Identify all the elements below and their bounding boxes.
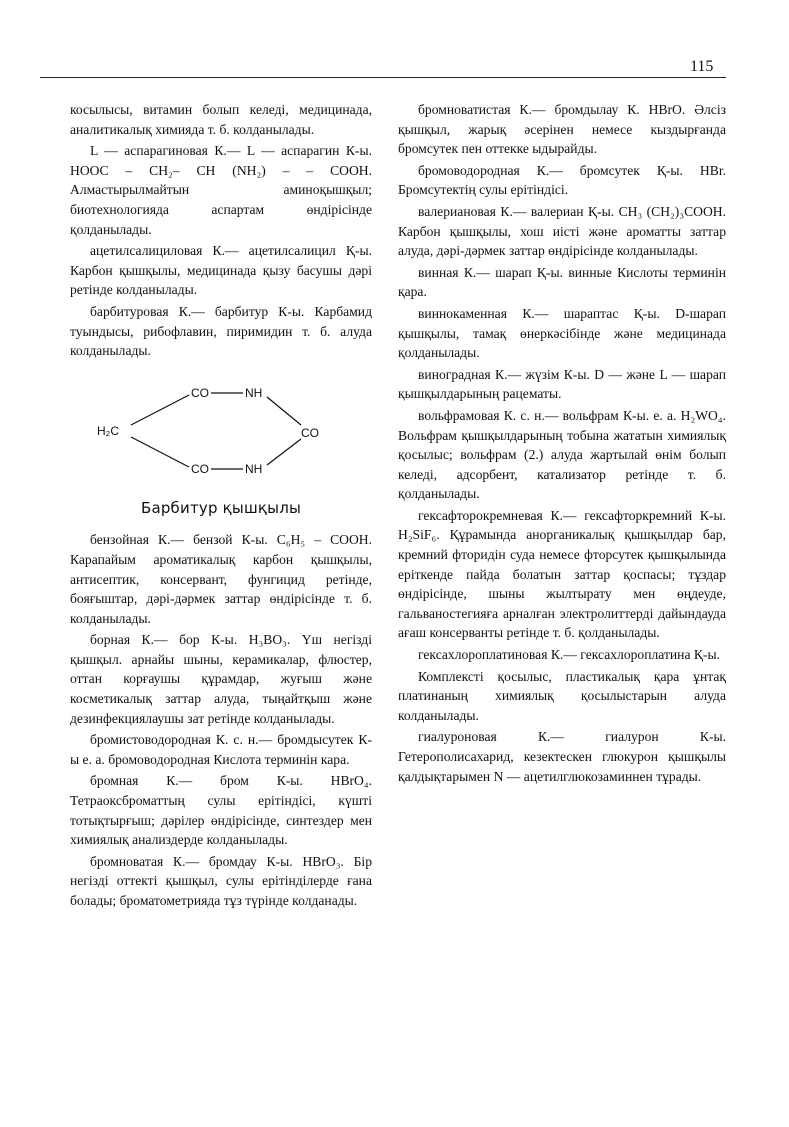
entry-wine-acids: винная К.— шарап Қ-ы. винные Кислоты терминін қара. [398, 264, 726, 300]
bond-nh-co-right-top [267, 397, 301, 425]
bond-h2c-co-bottom [131, 437, 189, 467]
right-column [398, 100, 726, 788]
entry-boric-acid: борная К.— бор К-ы. H₃BO₃. Үш негізді қышқыл. арнайы шыны, керамикалар, флюстер, оттан корғаушы құрамдар, жуғыш және косметикалық заттар алуда, тыңайтқыш және дезинфекциялаушы зат ретінде колданылады. [70, 632, 372, 726]
entry-fluorosilicic-acid: гексафторокремневая К.— гексафторкремний К-ы. H₂SiF₆. Құрамында анорганикалық қышқылдар бар, кремний фторидін суда немесе фторсутек қышқылында еріткенде пайда болатын заттар қоспасы; тұздар өндірісінде, шыны жылтырату мен өңдеуде, гальваностегияға арналған электролиттерді дайындауда ағаш консерванты ретінде т. б. қолданылады. [398, 507, 726, 641]
entry-perbromic-acid: бромная К.— бром К-ы. HBrO₄. Тетраоксброматтың сулы ерітіндісі, күшті тотықтырғыш; дәрілер өндірісінде, синтездер мен химиялық анализдерде колданылады. [70, 773, 372, 848]
page-number: 115 [690, 58, 714, 75]
struct-h2c: H₂C [97, 423, 119, 438]
struct-co-right: CO [301, 425, 319, 440]
entry-chloroplatinic-acid: гексахлороплатиновая К.— гексахлороплатина Қ-ы. [418, 647, 720, 663]
struct-co-bottom: CO [191, 461, 209, 476]
entry-benzoic-acid: бензойная К.— бензой К-ы. C₆H₅ – COOH. Карапайым ароматикалық карбон қышқылы, антисептик, консервант, фунгицид ретінде, бояғыштар, дәрі-дәрмек заттар өндірісінде т. б. колданылады. [70, 532, 372, 626]
entry-hypobromous-acid: бромноватистая К.— бромдылау К. HBrO. Әлсіз қышқыл, жарық әсерінен немесе кыздырғанда бромсутек пен оттекке ыдырайды. [398, 102, 726, 157]
bond-co-right-nh-bottom [267, 439, 301, 465]
entry-barbituric-acid: барбитуровая К.— барбитур К-ы. Карбамид туындысы, рибофлавин, пиримидин т. б. алуда колданылады. [70, 303, 372, 359]
entry-chloroplatinic-description: Комплексті қосылыс, пластикалық қара ұнтақ платинаның химиялық қосылыстарын алуда колданылады. [398, 668, 726, 723]
entry-continuation: косылысы, витамин болып келеді, медицинада, аналитикалық химияда т. б. колданылады. [70, 102, 372, 137]
struct-nh-bottom: NH [245, 461, 263, 476]
entry-hydrobromic-acid-obsolete: бромистоводородная К. с. н.— бромдысутек К-ы е. а. бромоводородная Кислота терминін кара. [70, 732, 372, 767]
entry-tungstic-acid: вольфрамовая К. с. н.— вольфрам К-ы. е. а. H₂WO₄. Вольфрам қышқылдарының тобына жататын химиялық қосылыс; вольфрам (2.) алуда жартылай өнім болып келеді, адсорбент, катализатор ретінде т. б. қолданылады. [398, 407, 726, 502]
header-rule [40, 77, 726, 78]
entry-hydrobromic-acid: бромоводородная К.— бромсутек Қ-ы. HBr. Бромсутектің сулы ерітіндісі. [398, 162, 726, 198]
entry-acetylsalicylic-acid: ацетилсалициловая К.— ацетилсалицил Қ-ы. Карбон қышқылы, медицинада қызу басушы дәрі ретінде колданылады. [70, 243, 372, 298]
entry-tartaric-acid: виннокаменная К.— шараптас Қ-ы. D-шарап қышқылы, тамақ өнеркәсібінде және медицинада қолданылады. [398, 305, 726, 361]
entry-valeric-acid: валериановая К.— валериан Қ-ы. CH₃ (CH₂)₃COOH. Карбон қышқылы, хош иісті және ароматты заттар алуда, дәрі-дәрмек заттар өндірісінде колданылады. [398, 203, 726, 259]
struct-co-top: CO [191, 385, 209, 400]
entry-bromic-acid: бромноватая К.— бромдау К-ы. HBrO₃. Бір негізді оттекті қышқыл, сулы ерітінділерде ғана болады; броматометрияда тұз түрінде колданады. [70, 853, 372, 908]
left-column [70, 100, 372, 913]
entry-hyaluronic-acid: гиалуроновая К.— гиалурон К-ы. Гетерополисахарид, кезектескен глюкурон қышқылы қалдықтарымен N — ацетилглюкозаминнен тұрады. [398, 729, 726, 784]
struct-nh-top: NH [245, 385, 263, 400]
entry-aspartic-acid: L — аспарагиновая К.— L — аспарагин К-ы. HOOC – CH₂– CH (NH₂) – – COOH. Алмастырылмайтын аминоқышқыл; биотехнологияда аспартам өндірісінде қолданылады. [70, 143, 372, 237]
bond-h2c-co-top [131, 395, 189, 425]
entry-racemic-acid: виноградная К.— жүзім К-ы. D — және L — шарап қышқылдарының рацематы. [398, 366, 726, 402]
structure-caption: Барбитур қышқылы [140, 498, 302, 517]
barbituric-acid-structure [91, 375, 351, 485]
